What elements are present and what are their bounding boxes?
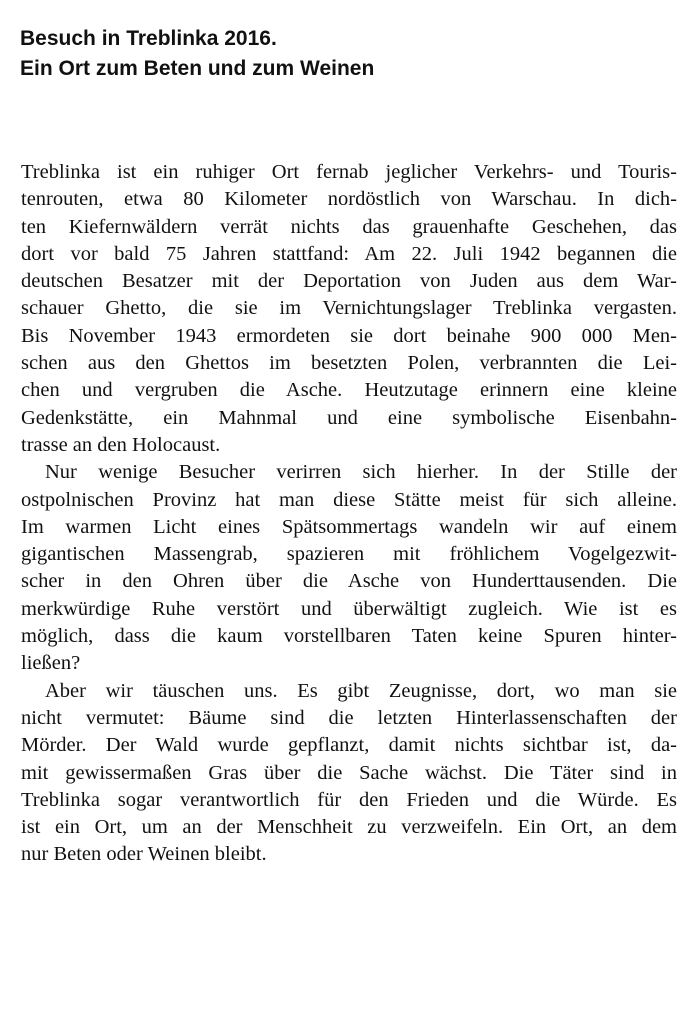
heading-line-1: Besuch in Treblinka 2016. — [20, 27, 277, 50]
text-line: Im warmen Licht eines Spätsommertags wandeln wir auf einem — [21, 515, 677, 538]
text-line: ten Kiefernwäldern verrät nichts das grauenhafte Geschehen, das — [21, 215, 677, 238]
text-line: nur Beten oder Weinen bleibt. — [21, 843, 267, 866]
text-line: schen aus den Ghettos im besetzten Polen, verbrannten die Lei- — [21, 352, 677, 375]
paragraph-2 — [21, 459, 677, 677]
text-line: mit gewissermaßen Gras über die Sache wächst. Die Täter sind in — [21, 761, 677, 784]
text-line: tenrouten, etwa 80 Kilometer nordöstlich von Warschau. In dich- — [21, 188, 677, 211]
text-line: merkwürdige Ruhe verstört und überwältigt zugleich. Wie ist es — [21, 597, 677, 620]
text-line: ist ein Ort, um an der Menschheit zu verzweifeln. Ein Ort, an dem — [21, 816, 677, 839]
text-line: Aber wir täuschen uns. Es gibt Zeugnisse, dort, wo man sie — [45, 679, 677, 702]
text-line: Gedenkstätte, ein Mahnmal und eine symbolische Eisenbahn- — [21, 406, 677, 429]
text-line: Treblinka sogar verantwortlich für den Frieden und die Würde. Es — [21, 788, 677, 811]
article-heading — [20, 24, 660, 84]
text-line: scher in den Ohren über die Asche von Hunderttausenden. Die — [21, 570, 677, 593]
paragraph-3 — [21, 678, 677, 869]
text-line: ostpolnischen Provinz hat man diese Stätte meist für sich alleine. — [21, 488, 677, 511]
text-line: ließen? — [21, 652, 81, 675]
heading-line-2: Ein Ort zum Beten und zum Weinen — [20, 57, 375, 80]
paragraph-1 — [21, 159, 677, 459]
text-line: chen und vergruben die Asche. Heutzutage erinnern eine kleine — [21, 379, 677, 402]
text-line: schauer Ghetto, die sie im Vernichtungslager Treblinka vergasten. — [21, 297, 677, 320]
text-line: Nur wenige Besucher verirren sich hierher. In der Stille der — [45, 461, 677, 484]
text-line: Mörder. Der Wald wurde gepflanzt, damit nichts sichtbar ist, da- — [21, 734, 677, 757]
text-line: Treblinka ist ein ruhiger Ort fernab jeglicher Verkehrs- und Touris- — [21, 161, 677, 183]
article-body — [21, 159, 677, 869]
text-line: deutschen Besatzer mit der Deportation von Juden aus dem War- — [21, 270, 677, 293]
text-line: Bis November 1943 ermordeten sie dort beinahe 900 000 Men- — [21, 324, 677, 347]
text-line: möglich, dass die kaum vorstellbaren Taten keine Spuren hinter- — [21, 625, 677, 648]
text-line: dort vor bald 75 Jahren stattfand: Am 22. Juli 1942 begannen die — [21, 242, 677, 265]
text-line: trasse an den Holocaust. — [21, 433, 221, 456]
text-line: nicht vermutet: Bäume sind die letzten Hinterlassenschaften der — [21, 706, 677, 729]
text-line: gigantischen Massengrab, spazieren mit fröhlichem Vogelgezwit- — [21, 543, 677, 566]
